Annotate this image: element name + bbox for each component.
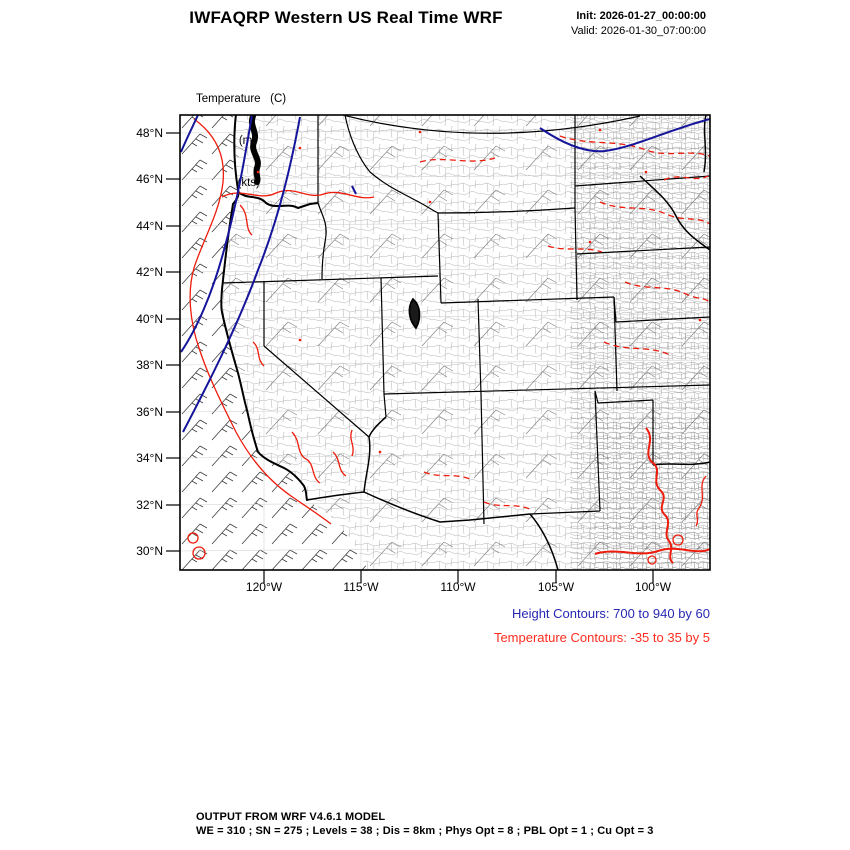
page-title: IWFAQRP Western US Real Time WRF	[189, 8, 503, 27]
lat-label: 36°N	[136, 405, 163, 419]
lat-label: 48°N	[136, 126, 163, 140]
lon-label: 110°W	[440, 580, 476, 594]
lon-label: 120°W	[245, 580, 283, 594]
lon-label: 100°W	[634, 580, 672, 594]
lat-label: 38°N	[136, 358, 163, 372]
lat-label: 46°N	[136, 172, 163, 186]
valid-time: Valid: 2026-01-30_07:00:00	[571, 24, 706, 37]
height-contour-annotation: Height Contours: 700 to 940 by 60	[511, 606, 710, 621]
lat-label: 40°N	[136, 312, 163, 326]
lat-label: 42°N	[136, 265, 163, 279]
footer-model-version: OUTPUT FROM WRF V4.6.1 MODEL	[196, 811, 386, 823]
lon-label: 105°W	[537, 580, 575, 594]
init-time: Init: 2026-01-27_00:00:00	[576, 10, 706, 22]
temperature-contour-annotation: Temperature Contours: -35 to 35 by 5	[493, 630, 710, 645]
legend-temperature: Temperature (C)	[196, 93, 287, 105]
footer-model-config: WE = 310 ; SN = 275 ; Levels = 38 ; Dis = 8km ; Phys Opt = 8 ; PBL Opt = 1 ; Cu Opt = 3	[196, 824, 654, 837]
lat-label: 30°N	[136, 544, 163, 558]
lat-label: 44°N	[136, 219, 163, 233]
lon-label: 115°W	[343, 580, 379, 594]
lat-label: 34°N	[136, 451, 163, 465]
lat-label: 32°N	[136, 498, 163, 512]
